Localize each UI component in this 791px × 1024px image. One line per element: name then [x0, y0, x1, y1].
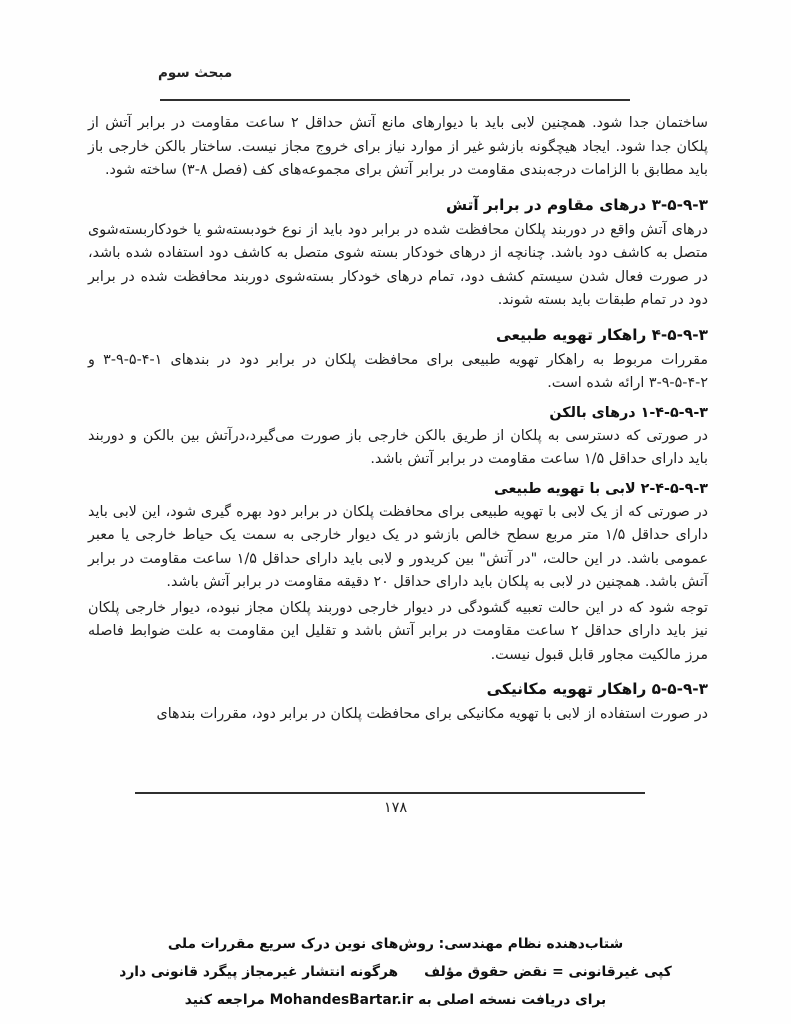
document-body	[88, 112, 708, 729]
page-number: ۱۷۸	[383, 800, 408, 816]
body-paragraph: درهای آتش واقع در دوربند پلکان محافظت شده در برابر دود باید از نوع خودبسته‌شو یا خودکاربسته‌شوی متصل به کاشف دود باشد. چنانچه از درهای خودکار بسته شوی متصل به کاشف دود استفاده شده باشد، در صورت فعال شدن سیستم کشف دود، تمام درهای خودکار بسته‌شوی دوربند محافظت شده در برابر دود در تمام طبقات باید بسته شوند.	[88, 221, 708, 308]
publisher-footer	[0, 930, 791, 1014]
footer-rule	[135, 792, 645, 794]
footer-line-1: شتاب‌دهنده نظام مهندسی: روش‌های نوین درک سریع مقررات ملی	[167, 936, 624, 952]
section-heading: ۵-۵-۹-۳ راهکار تهویه مکانیکی	[486, 680, 708, 698]
body-paragraph: ساختمان جدا شود. همچنین لابی باید با دیوارهای مانع آتش حداقل ۲ ساعت مقاومت در برابر آتش از پلکان جدا شود. ایجاد هیچگونه بازشو غیر از موارد نیاز برای خروج مجاز نیست. ساختار بالکن خارجی باز باید مطابق با الزامات درجه‌بندی مقاومت در برابر آتش برای مجموعه‌های کف (فصل ۸-۳) ساخته شود.	[88, 115, 708, 178]
body-paragraph: توجه شود که در این حالت تعبیه گشودگی در دیوار خارجی دوربند پلکان مجاز نبوده، دیوار خارجی پلکان نیز باید دارای حداقل ۲ ساعت مقاومت در برابر آتش باشد و تقلیل این مقاومت به علت ضوابط فاصله مرز مالکیت مجاور قابل قبول نیست.	[88, 599, 708, 663]
footer-line-2	[0, 958, 791, 986]
body-paragraph: در صورت استفاده از لابی با تهویه مکانیکی برای محافظت پلکان در برابر دود، مقررات بندهای	[156, 706, 708, 722]
header-rule	[160, 99, 630, 101]
section-heading: ۴-۵-۹-۳ راهکار تهویه طبیعی	[496, 325, 708, 344]
body-paragraph: در صورتی که از یک لابی با تهویه طبیعی برای محافظت پلکان در برابر دود بهره گیری شود، این لابی باید دارای حداقل ۱/۵ متر مربع سطح خالص بازشو در یک دیوار خارجی به سمت یک حیاط خارجی یا معبر عمومی باشد. در این حالت، "در آتش" بین کریدور و لابی باید دارای حداقل ۱/۵ ساعت مقاومت در برابر آتش باشد. همچنین در لابی به پلکان باید دارای حداقل ۲۰ دقیقه مقاومت در برابر آتش باشد.	[88, 503, 708, 590]
body-paragraph: در صورتی که دسترسی به پلکان از طریق بالکن خارجی باز صورت می‌گیرد،درآتش بین بالکن و دوربند باید دارای حداقل ۱/۵ ساعت مقاومت در برابر آتش باشد.	[88, 427, 708, 467]
footer-line-2-copyright: کپی غیرقانونی = نقض حقوق مؤلف	[424, 964, 672, 980]
footer-line-3-website: برای دریافت نسخه اصلی به MohandesBartar.ir مراجعه کنید	[184, 992, 607, 1008]
section-heading: ۳-۵-۹-۳ درهای مقاوم در برابر آتش	[445, 195, 708, 214]
subsection-heading: ۱-۴-۵-۹-۳ درهای بالکن	[549, 404, 708, 421]
body-paragraph: مقررات مربوط به راهکار تهویه طبیعی برای محافظت پلکان در برابر دود در بندهای ۱-۴-۵-۹-۳ و ۲-۴-۵-۹-۳ ارائه شده است.	[88, 351, 708, 391]
subsection-heading: ۲-۴-۵-۹-۳ لابی با تهویه طبیعی	[494, 480, 708, 497]
footer-line-2-warning: هرگونه انتشار غیرمجاز پیگرد قانونی دارد	[119, 964, 399, 980]
running-header: مبحث سوم	[158, 65, 233, 81]
